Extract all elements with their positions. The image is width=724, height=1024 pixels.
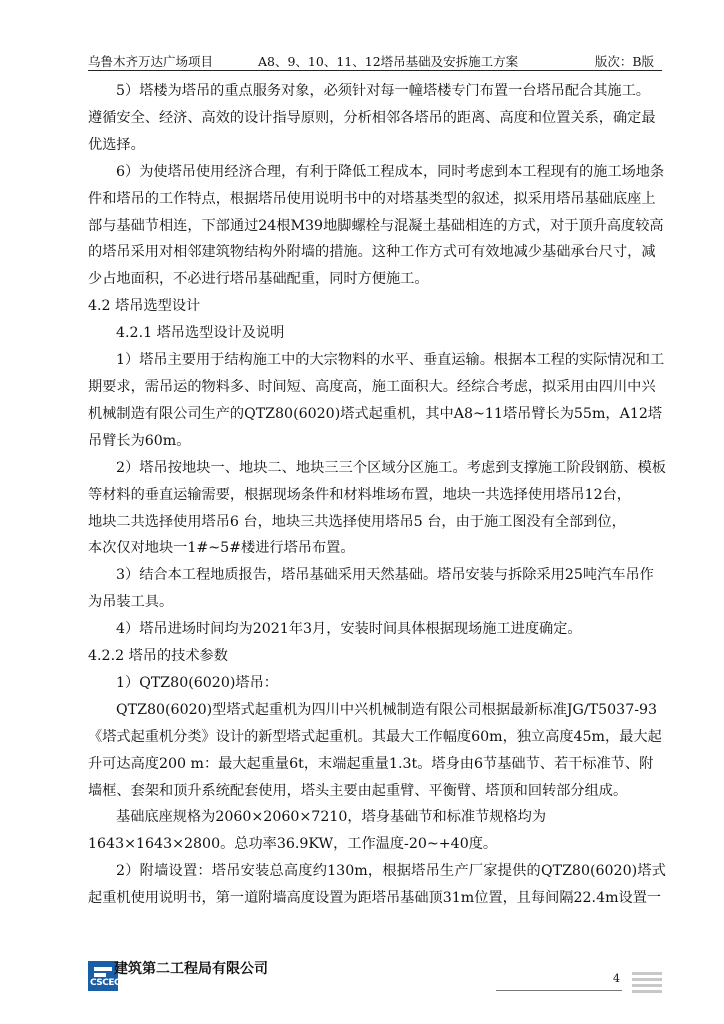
paragraph: 2）附墙设置：塔吊安装总高度约130m，根据塔吊生产厂家提供的QTZ80(6020)塔式起重机使用说明书，第一道附墙高度设置为距塔吊基础顶31m位置，且每间隔22.4m设置一 (88, 863, 666, 907)
paragraph: QTZ80(6020)型塔式起重机为四川中兴机械制造有限公司根据最新标准JG/T5037-93《塔式起重机分类》设计的新型塔式起重机。其最大工作幅度60m，独立高度45m，最大起升可达高度200 m：最大起重量6t，末端起重量1.3t。塔身由6节基础节、若干标准节、附墙框、套架和顶升系统配套使用，塔头主要由起重臂、平衡臂、塔顶和回转部分组成。 (88, 701, 662, 799)
paragraph: 5）塔楼为塔吊的重点服务对象，必须针对每一幢塔楼专门布置一台塔吊配合其施工。 (116, 83, 650, 99)
paragraph: 4）塔吊进场时间均为2021年3月，安装时间具体根据现场施工进度确定。 (116, 621, 582, 638)
logo-text: CSCEC (90, 978, 121, 988)
paragraph: 遵循安全、经济、高效的设计指导原则，分析相邻各塔吊的距离、高度和位置关系，确定最优选择。 (88, 109, 656, 153)
footer-stripes-icon (632, 972, 662, 998)
paragraph: 3）结合本工程地质报告，塔吊基础采用天然基础。塔吊安装与拆除采用25吨汽车吊作为吊装工具。 (88, 567, 654, 611)
paragraph: 2）塔吊按地块一、地块二、地块三三个区域分区施工。考虑到支撑施工阶段钢筋、模板等材料的垂直运输需要，根据现场条件和材料堆场布置，地块一共选择使用塔吊12台， (88, 459, 666, 503)
paragraph: 4.2 塔吊选型设计 (88, 298, 201, 315)
page-header (88, 50, 662, 71)
paragraph: 地块二共选择使用塔吊6 台，地块三共选择使用塔吊5 台，由于施工图没有全部到位， (88, 513, 626, 530)
paragraph: 本次仅对地块一1#~5#楼进行塔吊布置。 (88, 540, 355, 557)
paragraph: 4.2.2 塔吊的技术参数 (88, 648, 228, 665)
paragraph: 1）塔吊主要用于结构施工中的大宗物料的水平、垂直运输。根据本工程的实际情况和工期要求，需吊运的物料多、时间短、高度高，施工面积大。经综合考虑，拟采用由四川中兴机械制造有限公司生产的QTZ80(6020)塔式起重机，其中A8~11塔吊臂长为55m，A12塔吊臂长为60m。 (88, 352, 665, 449)
paragraph: 基础底座规格为2060×2060×7210，塔身基础节和标准节规格均为1643×1643×2800。总功率36.9KW，工作温度-20~+40度。 (88, 809, 547, 853)
document-body (88, 78, 666, 912)
page-footer (88, 945, 662, 1005)
paragraph: 4.2.1 塔吊选型设计及说明 (116, 325, 285, 342)
footer-divider (496, 990, 622, 991)
page-number: 4 (613, 972, 620, 985)
company-name: 建筑第二工程局有限公司 (114, 961, 268, 977)
paragraph: 6）为使塔吊使用经济合理，有利于降低工程成本，同时考虑到本工程现有的施工场地条件和塔吊的工作特点，根据塔吊使用说明书中的对塔基类型的叙述，拟采用塔吊基础底座上部与基础节相连，下部通过24根M39地脚螺栓与混凝土基础相连的方式，对于顶升高度较高的塔吊采用对相邻建筑物结构外附墙的措施。这种工作方式可有效地减少基础承台尺寸，减少占地面积，不必进行塔吊基础配重，同时方便施工。 (88, 163, 665, 288)
header-project: 乌鲁木齐万达广场项目 (88, 54, 214, 69)
header-version: 版次：B版 (594, 54, 654, 69)
header-doc-title: A8、9、10、11、12塔吊基础及安拆施工方案 (258, 54, 519, 69)
paragraph: 1）QTZ80(6020)塔吊： (116, 674, 278, 691)
